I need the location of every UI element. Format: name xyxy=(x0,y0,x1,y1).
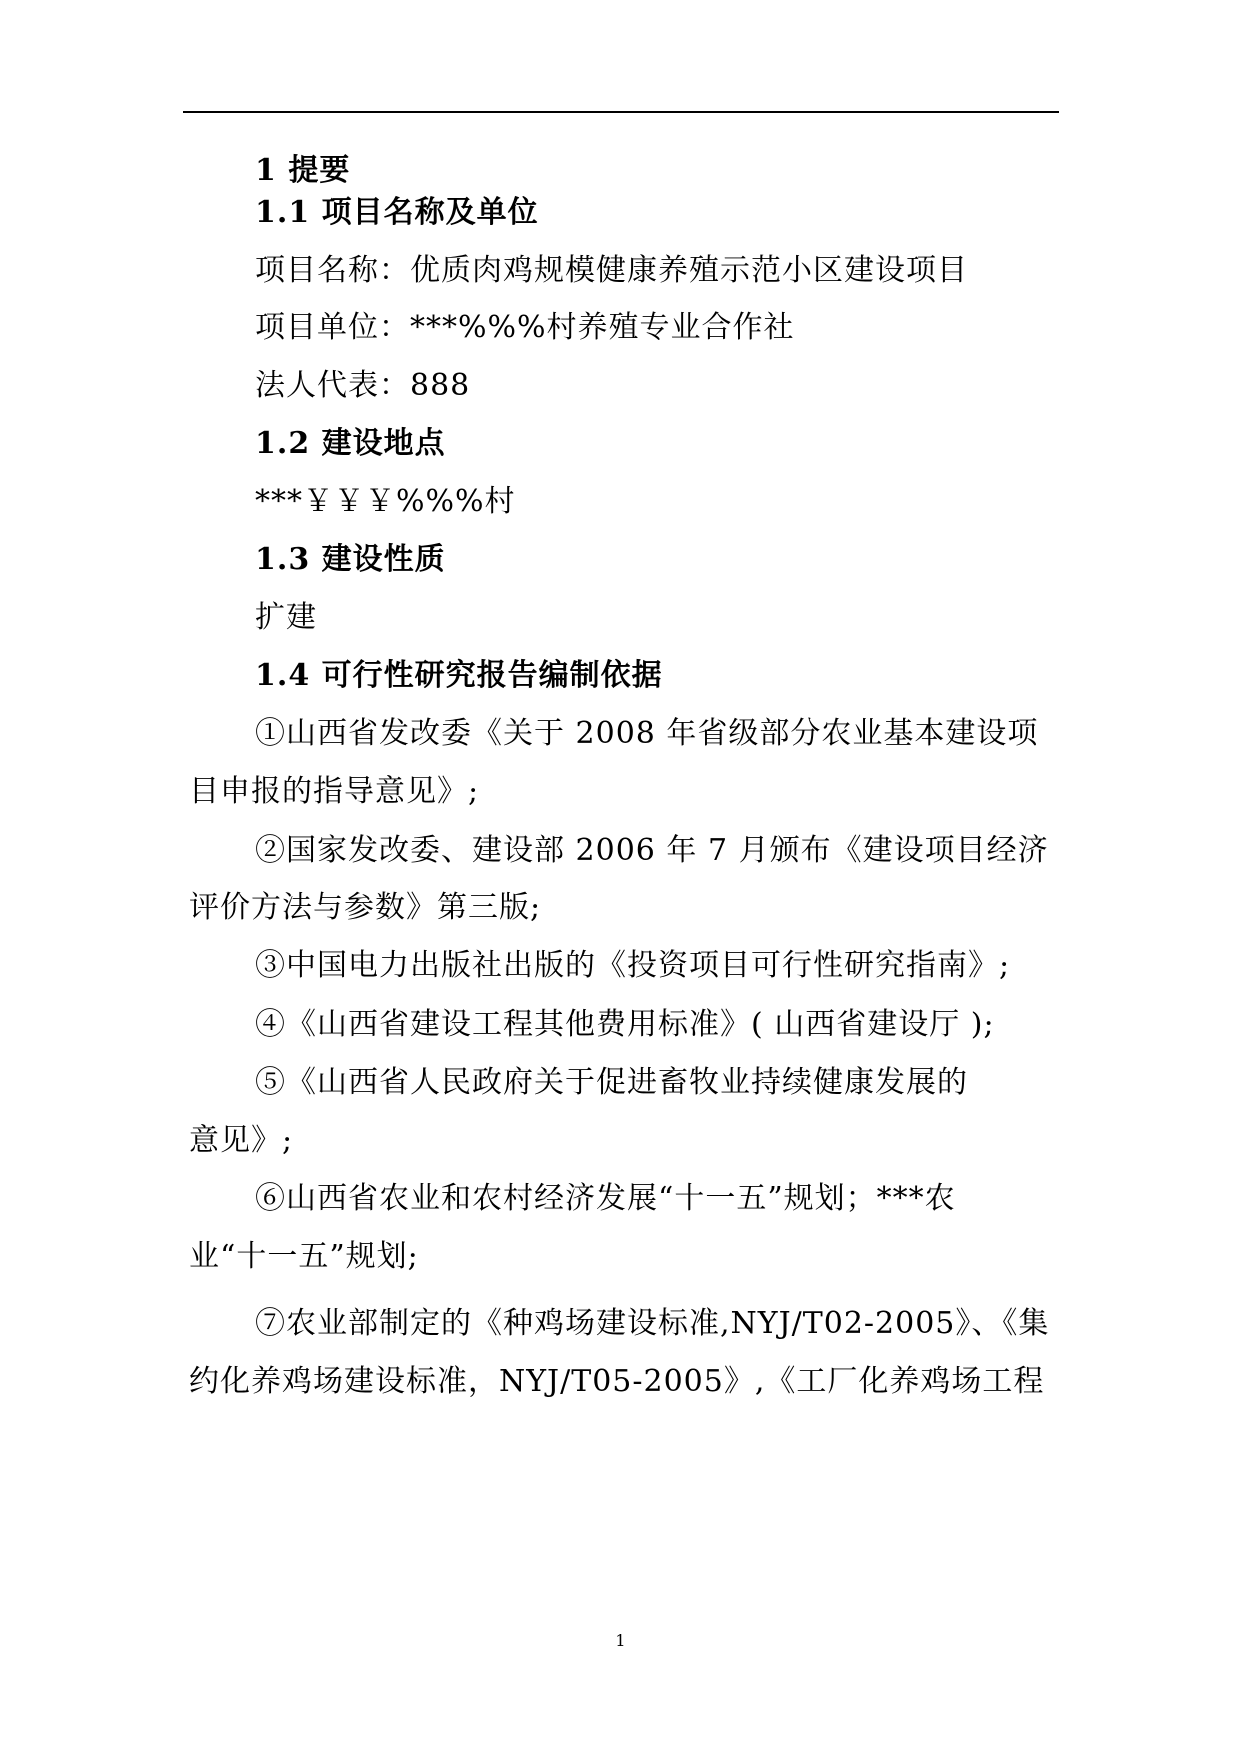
heading-1: 1 提要 xyxy=(255,153,351,188)
heading-1-1: 1.1 项目名称及单位 xyxy=(255,195,539,230)
basis-item-5-cont: 意见》; xyxy=(189,1123,294,1158)
basis-item-3: ③中国电力出版社出版的《投资项目可行性研究指南》; xyxy=(255,948,1011,983)
heading-1-2: 1.2 建设地点 xyxy=(255,426,446,461)
project-name-line: 项目名称：优质肉鸡规模健康养殖示范小区建设项目 xyxy=(255,253,968,288)
heading-1-4: 1.4 可行性研究报告编制依据 xyxy=(255,658,663,693)
nature-line: 扩建 xyxy=(255,600,317,635)
location-line: ***￥￥￥%%%村 xyxy=(255,484,516,519)
basis-item-6: ⑥山西省农业和农村经济发展“十一五”规划；***农 xyxy=(255,1181,956,1216)
heading-1-3: 1.3 建设性质 xyxy=(255,542,446,577)
basis-item-7-cont: 约化养鸡场建设标准，NYJ/T05-2005》,《工厂化养鸡场工程 xyxy=(189,1364,1045,1399)
basis-item-2: ②国家发改委、建设部 2006 年 7 月颁布《建设项目经济 xyxy=(255,833,1049,868)
legal-rep-line: 法人代表：888 xyxy=(255,368,471,403)
basis-item-6-cont: 业“十一五”规划; xyxy=(189,1239,419,1274)
header-rule xyxy=(183,111,1059,113)
basis-item-7: ⑦农业部制定的《种鸡场建设标准,NYJ/T02-2005》、《集 xyxy=(255,1306,1050,1341)
basis-item-2-cont: 评价方法与参数》第三版; xyxy=(189,890,542,925)
project-unit-line: 项目单位：***%%%村养殖专业合作社 xyxy=(255,310,795,345)
page-number: 1 xyxy=(615,1631,626,1650)
basis-item-1-cont: 目申报的指导意见》; xyxy=(189,774,480,809)
basis-item-4: ④《山西省建设工程其他费用标准》( 山西省建设厅 ); xyxy=(255,1007,995,1042)
basis-item-1: ①山西省发改委《关于 2008 年省级部分农业基本建设项 xyxy=(255,716,1039,751)
basis-item-5: ⑤《山西省人民政府关于促进畜牧业持续健康发展的 xyxy=(255,1065,968,1100)
